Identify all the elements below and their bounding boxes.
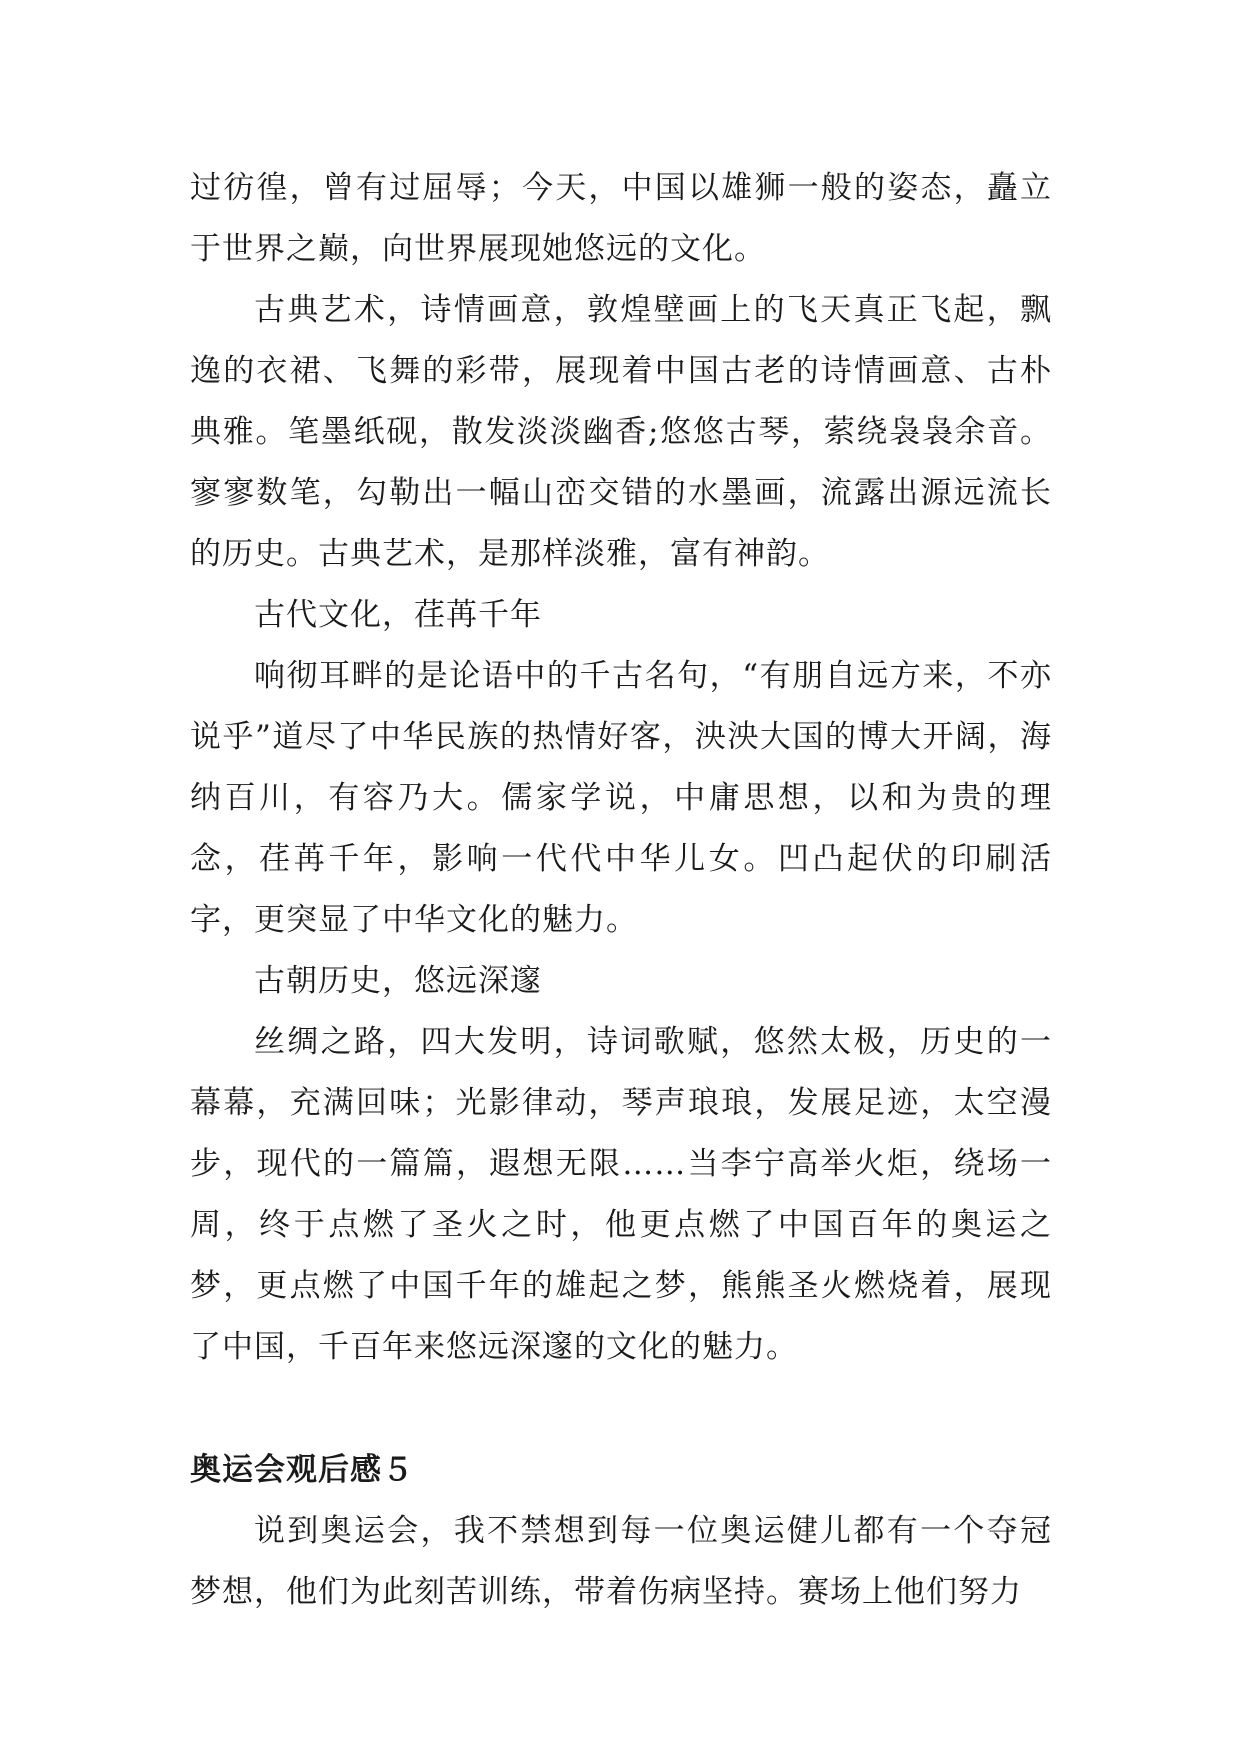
paragraph-3: 响彻耳畔的是论语中的千古名句，“有朋自远方来，不亦说乎”道尽了中华民族的热情好客，泱泱大国的博大开阔，海纳百川，有容乃大。儒家学说，中庸思想，以和为贵的理念，荏苒千年，影响一代代中华儿女。凹凸起伏的印刷活字，更突显了中华文化的魅力。 xyxy=(190,658,1052,938)
paragraph-4: 丝绸之路，四大发明，诗词歌赋，悠然太极，历史的一幕幕，充满回味；光影律动，琴声琅琅，发展足迹，太空漫步，现代的一篇篇，遐想无限……当李宁高举火炬，绕场一周，终于点燃了圣火之时，他更点燃了中国百年的奥运之梦，更点燃了中国千年的雄起之梦，熊熊圣火燃烧着，展现了中国，千百年来悠远深邃的文化的魅力。 xyxy=(190,1024,1052,1365)
section-heading: 奥运会观后感５ xyxy=(190,1452,414,1488)
paragraph-2: 古典艺术，诗情画意，敦煌壁画上的飞天真正飞起，飘逸的衣裙、飞舞的彩带，展现着中国古老的诗情画意、古朴典雅。笔墨纸砚，散发淡淡幽香;悠悠古琴，萦绕袅袅余音。寥寥数笔，勾勒出一幅山峦交错的水墨画，流露出源远流长的历史。古典艺术，是那样淡雅，富有神韵。 xyxy=(190,292,1052,572)
body-text-bottom xyxy=(190,1501,1052,1623)
paragraph-1: 过彷徨，曾有过屈辱；今天，中国以雄狮一般的姿态，矗立于世界之巅，向世界展现她悠远的文化。 xyxy=(190,170,1052,267)
document-page xyxy=(190,158,1052,1623)
paragraph-5: 说到奥运会，我不禁想到每一位奥运健儿都有一个夺冠梦想，他们为此刻苦训练，带着伤病坚持。赛场上他们努力 xyxy=(190,1513,1052,1610)
section-gap xyxy=(190,1378,1052,1440)
subheading-ancient-history: 古朝历史，悠远深邃 xyxy=(254,963,542,999)
subheading-ancient-culture: 古代文化，荏苒千年 xyxy=(254,597,542,633)
body-text-top xyxy=(190,158,1052,1378)
